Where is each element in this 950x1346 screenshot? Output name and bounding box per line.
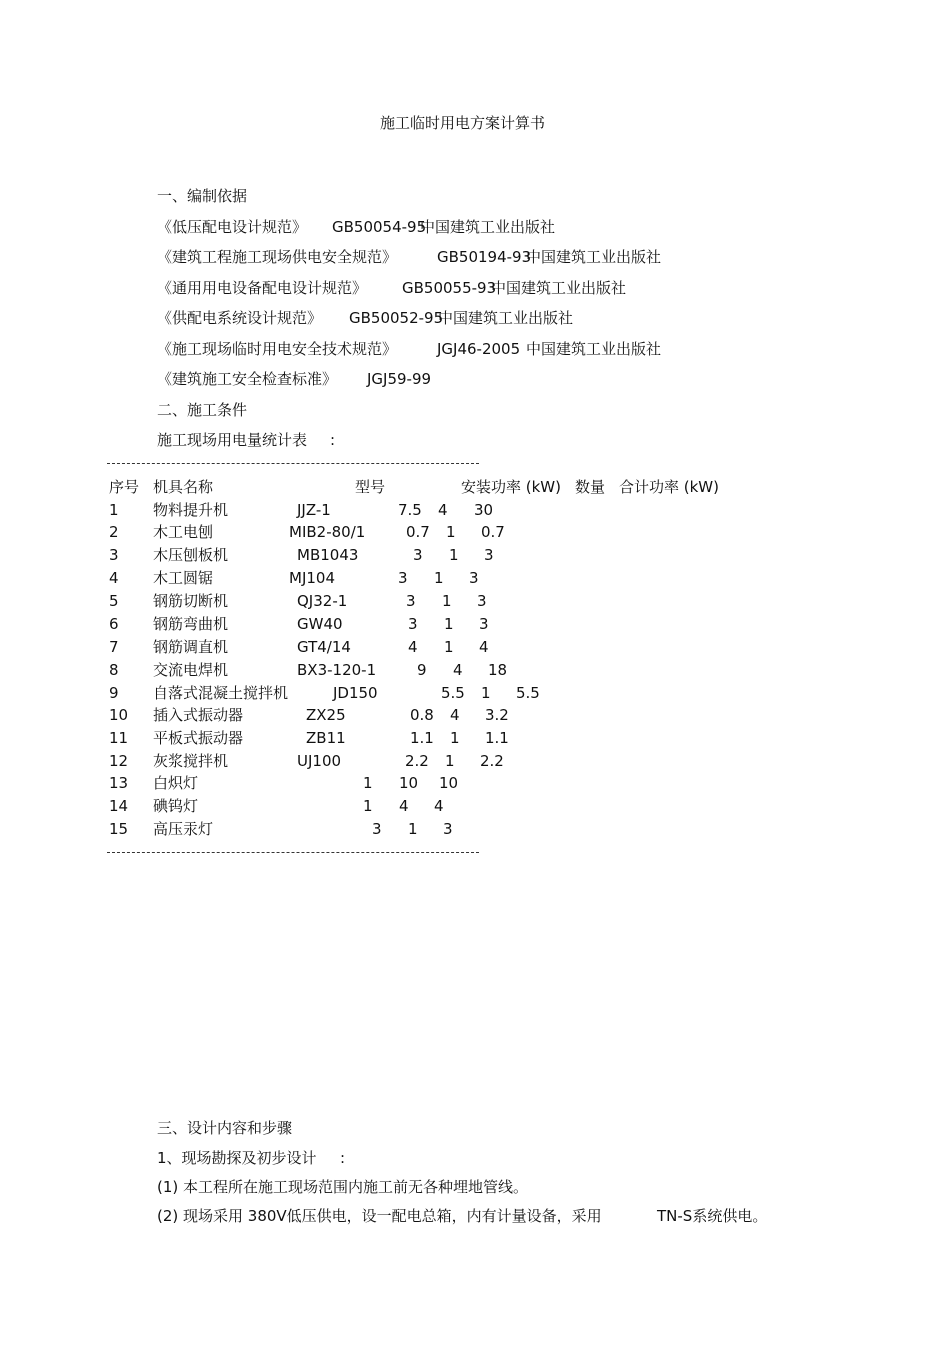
cell-qty: 1 [449,546,459,564]
cell-total: 5.5 [516,684,540,702]
cell-power: 7.5 [398,501,422,519]
cell-total: 4 [479,638,489,656]
ref-name: 《供配电系统设计规范》 [157,309,323,327]
ref-code: JGJ59-99 [367,370,432,388]
ref-code: GB50052-95 [349,309,444,327]
cell-power: 9 [417,661,427,679]
cell-no: 2 [109,523,119,541]
subsection-heading: 1、现场勘探及初步设计 [157,1149,317,1167]
table-title-colon: : [330,431,336,449]
cell-total: 30 [474,501,494,519]
ref-code: GB50054-95 [332,218,427,236]
cell-no: 5 [109,592,119,610]
cell-qty: 4 [399,797,409,815]
cell-no: 6 [109,615,119,633]
section2-heading: 二、施工条件 [157,401,248,419]
table-row [0,684,950,702]
cell-model: GW40 [297,615,343,633]
cell-name: 自落式混凝土搅拌机 [153,684,289,702]
cell-total: 2.2 [480,752,504,770]
table-row [0,501,950,519]
table-row [0,615,950,633]
cell-model: MIB2-80/1 [289,523,366,541]
cell-name: 木压刨板机 [153,546,229,564]
cell-qty: 1 [442,592,452,610]
ref-code: JGJ46-2005 [437,340,521,358]
table-row [0,797,950,815]
paragraph-tail: TN-S系统供电。 [657,1207,768,1225]
cell-no: 3 [109,546,119,564]
cell-model: ZX25 [306,706,346,724]
cell-model: MJ104 [289,569,335,587]
cell-power: 1 [363,797,373,815]
cell-qty: 10 [399,774,419,792]
cell-power: 3 [372,820,382,838]
cell-total: 0.7 [481,523,505,541]
cell-qty: 1 [450,729,460,747]
cell-no: 8 [109,661,119,679]
cell-qty: 1 [434,569,444,587]
cell-model: MB1043 [297,546,359,564]
table-title: 施工现场用电量统计表 [157,431,308,449]
header-model: 型号 [355,478,386,496]
cell-no: 11 [109,729,129,747]
cell-model: JD150 [333,684,378,702]
cell-no: 9 [109,684,119,702]
ref-publisher: 中国建筑工业出版社 [420,218,556,236]
ref-publisher: 中国建筑工业出版社 [526,340,662,358]
table-top-separator [107,463,479,464]
cell-name: 钢筋弯曲机 [153,615,229,633]
cell-power: 3 [408,615,418,633]
cell-no: 13 [109,774,129,792]
cell-no: 15 [109,820,129,838]
cell-power: 3 [406,592,416,610]
cell-power: 0.7 [406,523,430,541]
section3-heading: 三、设计内容和步骤 [157,1119,293,1137]
cell-power: 3 [413,546,423,564]
ref-name: 《通用用电设备配电设计规范》 [157,279,368,297]
cell-no: 4 [109,569,119,587]
cell-total: 3 [477,592,487,610]
cell-qty: 1 [408,820,418,838]
ref-publisher: 中国建筑工业出版社 [438,309,574,327]
table-header [0,478,950,496]
table-row [0,638,950,656]
cell-no: 7 [109,638,119,656]
ref-publisher: 中国建筑工业出版社 [491,279,627,297]
cell-total: 10 [439,774,459,792]
paragraph: (1) 本工程所在施工现场范围内施工前无各种埋地管线。 [157,1178,529,1196]
table-row [0,569,950,587]
cell-name: 平板式振动器 [153,729,244,747]
header-qty: 数量 [575,478,606,496]
cell-model: JJZ-1 [297,501,331,519]
cell-model: UJ100 [297,752,342,770]
ref-name: 《建筑施工安全检查标准》 [157,370,338,388]
ref-code: GB50194-93 [437,248,532,266]
cell-power: 3 [398,569,408,587]
cell-model: BX3-120-1 [297,661,377,679]
table-bottom-separator [107,852,479,853]
cell-name: 木工电刨 [153,523,214,541]
table-row [0,661,950,679]
cell-name: 白炽灯 [153,774,199,792]
ref-name: 《建筑工程施工现场供电安全规范》 [157,248,398,266]
cell-power: 1.1 [410,729,434,747]
cell-model: QJ32-1 [297,592,348,610]
page-title: 施工临时用电方案计算书 [380,114,546,132]
cell-total: 3 [484,546,494,564]
ref-code: GB50055-93 [402,279,497,297]
cell-qty: 1 [444,615,454,633]
table-row [0,774,950,792]
cell-qty: 4 [438,501,448,519]
cell-qty: 1 [445,752,455,770]
header-total: 合计功率 (kW) [619,478,719,496]
cell-name: 物料提升机 [153,501,229,519]
cell-model: GT4/14 [297,638,351,656]
table-row [0,729,950,747]
cell-name: 钢筋切断机 [153,592,229,610]
cell-name: 木工圆锯 [153,569,214,587]
cell-total: 3 [443,820,453,838]
cell-total: 3 [469,569,479,587]
subsection-colon: : [340,1149,346,1167]
cell-total: 1.1 [485,729,509,747]
cell-no: 12 [109,752,129,770]
cell-qty: 4 [453,661,463,679]
header-no: 序号 [109,478,140,496]
header-name: 机具名称 [153,478,214,496]
cell-no: 14 [109,797,129,815]
paragraph: (2) 现场采用 380V低压供电，设一配电总箱，内有计量设备，采用 [157,1207,602,1225]
cell-name: 钢筋调直机 [153,638,229,656]
cell-power: 2.2 [405,752,429,770]
cell-name: 高压汞灯 [153,820,214,838]
cell-total: 3.2 [485,706,509,724]
cell-name: 交流电焊机 [153,661,229,679]
table-row [0,752,950,770]
section1-heading: 一、编制依据 [157,187,248,205]
cell-power: 4 [408,638,418,656]
cell-qty: 1 [481,684,491,702]
cell-no: 1 [109,501,119,519]
ref-publisher: 中国建筑工业出版社 [526,248,662,266]
cell-qty: 1 [446,523,456,541]
cell-qty: 4 [450,706,460,724]
cell-name: 灰浆搅拌机 [153,752,229,770]
table-row [0,523,950,541]
cell-power: 0.8 [410,706,434,724]
cell-total: 3 [479,615,489,633]
table-row [0,546,950,564]
table-row [0,820,950,838]
header-power: 安装功率 (kW) [461,478,561,496]
cell-qty: 1 [444,638,454,656]
cell-model: ZB11 [306,729,346,747]
cell-name: 插入式振动器 [153,706,244,724]
cell-total: 4 [434,797,444,815]
table-row [0,592,950,610]
cell-total: 18 [488,661,508,679]
cell-no: 10 [109,706,129,724]
cell-power: 5.5 [441,684,465,702]
ref-name: 《低压配电设计规范》 [157,218,308,236]
table-row [0,706,950,724]
cell-power: 1 [363,774,373,792]
ref-name: 《施工现场临时用电安全技术规范》 [157,340,398,358]
cell-name: 碘钨灯 [153,797,199,815]
